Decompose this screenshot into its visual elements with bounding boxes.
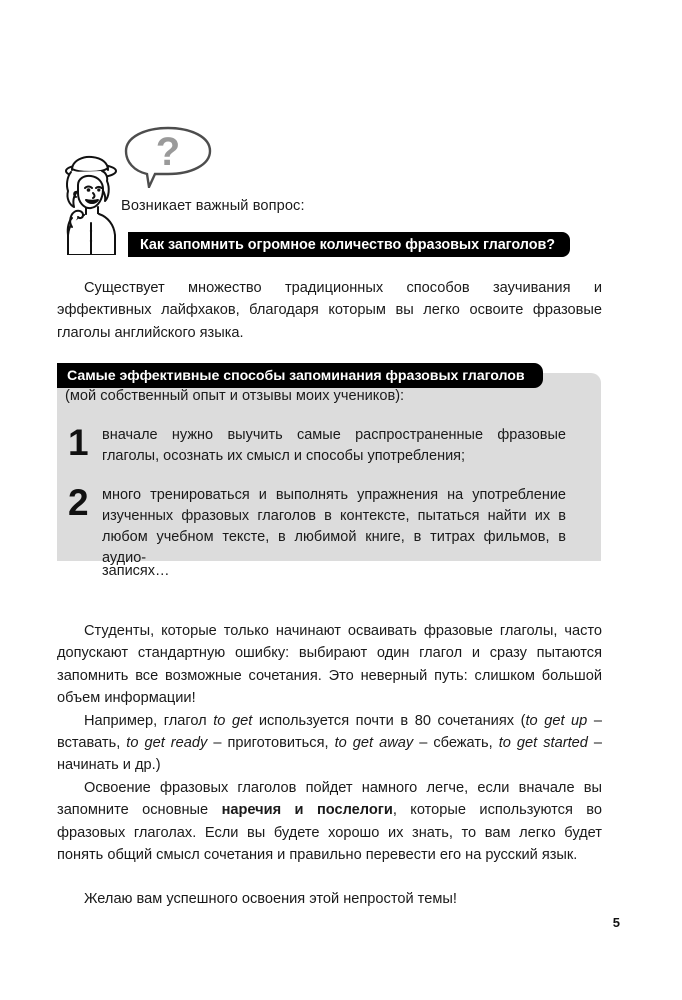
example-mid-3: – приготовиться,: [207, 735, 335, 752]
ways-subtitle: (мой собственный опыт и отзывы моих учеников):: [65, 388, 405, 404]
verb-to-get-started: to get started: [498, 735, 588, 752]
verb-to-get: to get: [213, 712, 253, 729]
adverbs-suffix: , которые используются во фразовых глаголах. Если вы будете хорошо их знать, то вам легко будет понять общий смысл сочетания и правильно перевести его на русский язык.: [57, 802, 602, 864]
example-mid-2: – вставать,: [57, 712, 602, 752]
list-item-text: много тренироваться и выполнять упражнения на употребление изученных фразовых глаголов в контексте, пытаться найти их в любом учебном тексте, в любимой книге, в титрах фильмов, в аудио-: [102, 487, 566, 566]
speech-bubble-icon: [123, 126, 213, 188]
list-item-tail: записях…: [102, 563, 170, 579]
list-item-text: вначале нужно выучить самые распространенные фразовые глаголы, осознать их смысл и способы употребления;: [102, 427, 566, 464]
example-prefix: Например, глагол: [84, 712, 214, 729]
list-item-number: 2: [68, 482, 89, 523]
verb-to-get-ready: to get ready: [126, 735, 208, 752]
paragraph-adverbs: [57, 777, 602, 867]
paragraph-students: Студенты, которые только начинают осваивать фразовые глаголы, часто допускают стандартную ошибку: выбирают один глагол и сразу пытаются запомнить все возможные сочетания. Это неверный путь: слишком большой объем информации!: [57, 623, 602, 707]
example-suffix: – начинать и др.): [57, 735, 603, 774]
verb-to-get-up: to get up: [525, 712, 588, 729]
body-text-block: [57, 620, 602, 911]
list-item: [68, 422, 566, 467]
list-item-number: 1: [68, 422, 89, 463]
boy-mascot-illustration: [58, 155, 128, 255]
question-banner-label: Как запомнить огромное количество фразовых глаголов?: [140, 236, 555, 253]
list-item: [68, 482, 566, 569]
paragraph-closing: Желаю вам успешного освоения этой непростой темы!: [84, 891, 457, 908]
intro-paragraph-block: [57, 277, 602, 344]
intro-illustration-block: [0, 0, 682, 270]
ways-banner: [57, 363, 543, 388]
intro-line: Возникает важный вопрос:: [121, 198, 305, 214]
example-mid-4: – сбежать,: [413, 735, 499, 752]
intro-paragraph: Существует множество традиционных способов заучивания и эффективных лайфхаков, благодаря которым вы легко освоите фразовые глаголы английского языка.: [57, 280, 602, 341]
bubble-question-mark: ?: [155, 130, 181, 174]
ways-banner-label: Самые эффективные способы запоминания фразовых глаголов: [67, 367, 525, 384]
question-banner: [128, 232, 570, 257]
paragraph-example: [57, 710, 602, 777]
adverbs-prefix: Освоение фразовых глаголов пойдет намного легче, если вначале вы запомните основные: [57, 779, 602, 819]
example-mid-1: используется почти в 80 сочетаниях (: [252, 712, 526, 729]
page-number: 5: [612, 915, 620, 930]
verb-to-get-away: to get away: [334, 735, 414, 752]
adverbs-highlight: наречия и послелоги: [221, 802, 393, 819]
